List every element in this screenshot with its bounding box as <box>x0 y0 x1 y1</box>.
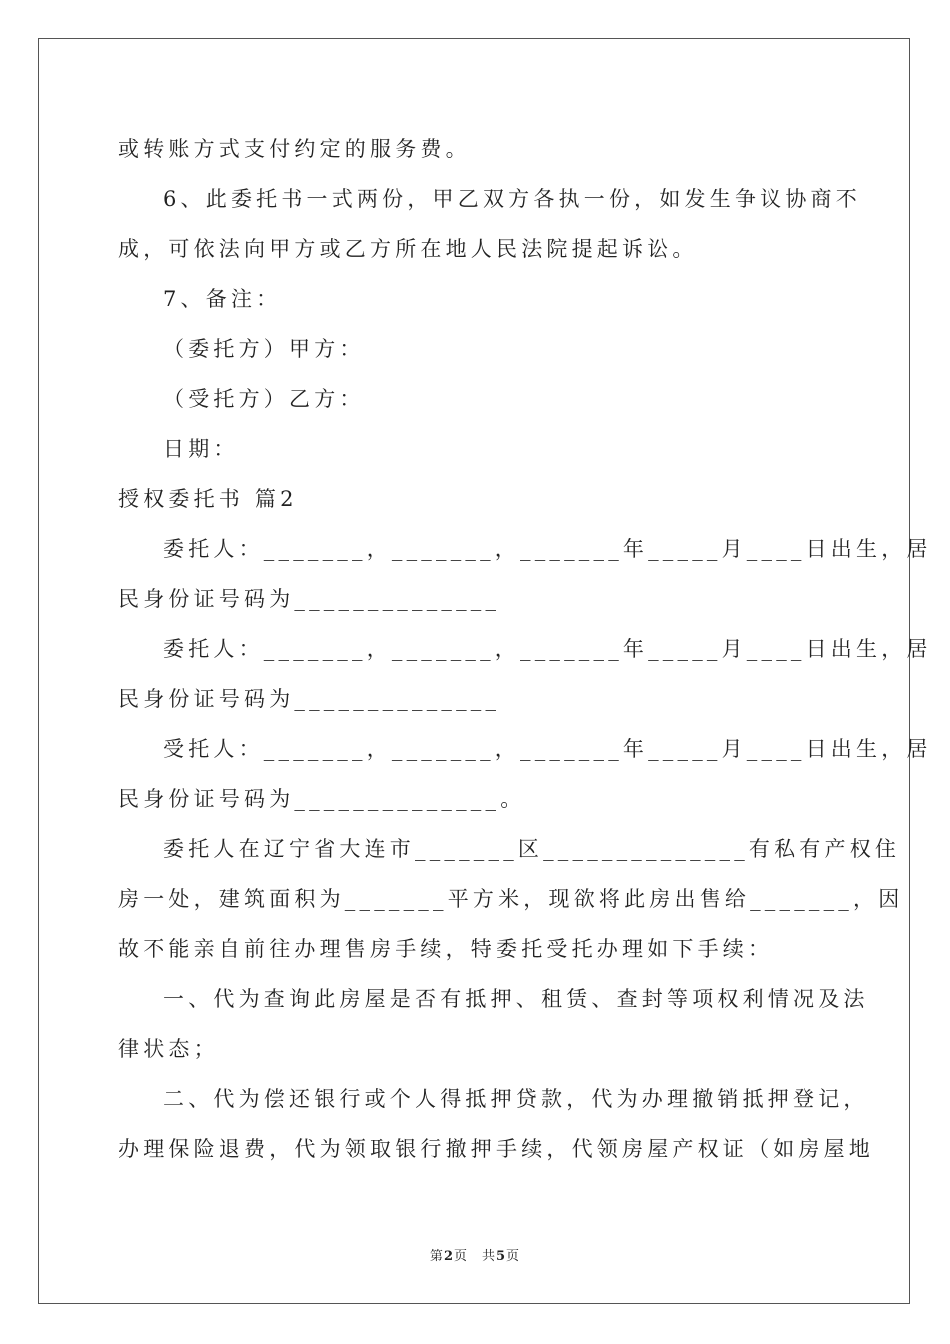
body-line: 办理保险退费，代为领取银行撤押手续，代领房屋产权证（如房屋地 <box>118 1137 874 1161</box>
page-suffix: 页 <box>506 1249 521 1264</box>
body-line: 6、此委托书一式两份，甲乙双方各执一份，如发生争议协商不 <box>163 187 861 211</box>
body-line: 二、代为偿还银行或个人得抵押贷款，代为办理撤销抵押登记， <box>163 1087 869 1111</box>
signature-line-party-b: （受托方）乙方： <box>163 387 365 411</box>
page-mid: 页 共 <box>453 1249 496 1264</box>
body-line: 或转账方式支付约定的服务费。 <box>118 137 471 161</box>
body-line: 民身份证号码为______________ <box>118 687 501 711</box>
body-line: 受托人：_______，_______，_______年_____月____日出生，居 <box>163 737 932 761</box>
body-line: 律状态； <box>118 1037 219 1061</box>
body-line: 民身份证号码为______________ <box>118 587 501 611</box>
body-line: 房一处，建筑面积为_______平方米，现欲将此房出售给_______，因 <box>118 887 904 911</box>
body-line: 委托人：_______，_______，_______年_____月____日出生，居 <box>163 537 932 561</box>
body-line: 7、备注： <box>163 287 282 311</box>
page-total-number: 5 <box>496 1249 507 1264</box>
page-footer <box>0 1245 950 1264</box>
page-border <box>38 38 910 1304</box>
page-prefix: 第 <box>429 1249 444 1264</box>
body-line: 委托人：_______，_______，_______年_____月____日出生，居 <box>163 637 932 661</box>
section-heading: 授权委托书 篇2 <box>118 487 298 511</box>
body-line: 故不能亲自前往办理售房手续，特委托受托办理如下手续： <box>118 937 774 961</box>
body-line: 委托人在辽宁省大连市_______区______________有私有产权住 <box>163 837 901 861</box>
body-line: 一、代为查询此房屋是否有抵押、租赁、查封等项权利情况及法 <box>163 987 869 1011</box>
page-current-number: 2 <box>443 1249 454 1264</box>
date-line: 日期： <box>163 437 239 461</box>
body-line: 成，可依法向甲方或乙方所在地人民法院提起诉讼。 <box>118 237 698 261</box>
body-line: 民身份证号码为______________。 <box>118 787 526 811</box>
signature-line-party-a: （委托方）甲方： <box>163 337 365 361</box>
